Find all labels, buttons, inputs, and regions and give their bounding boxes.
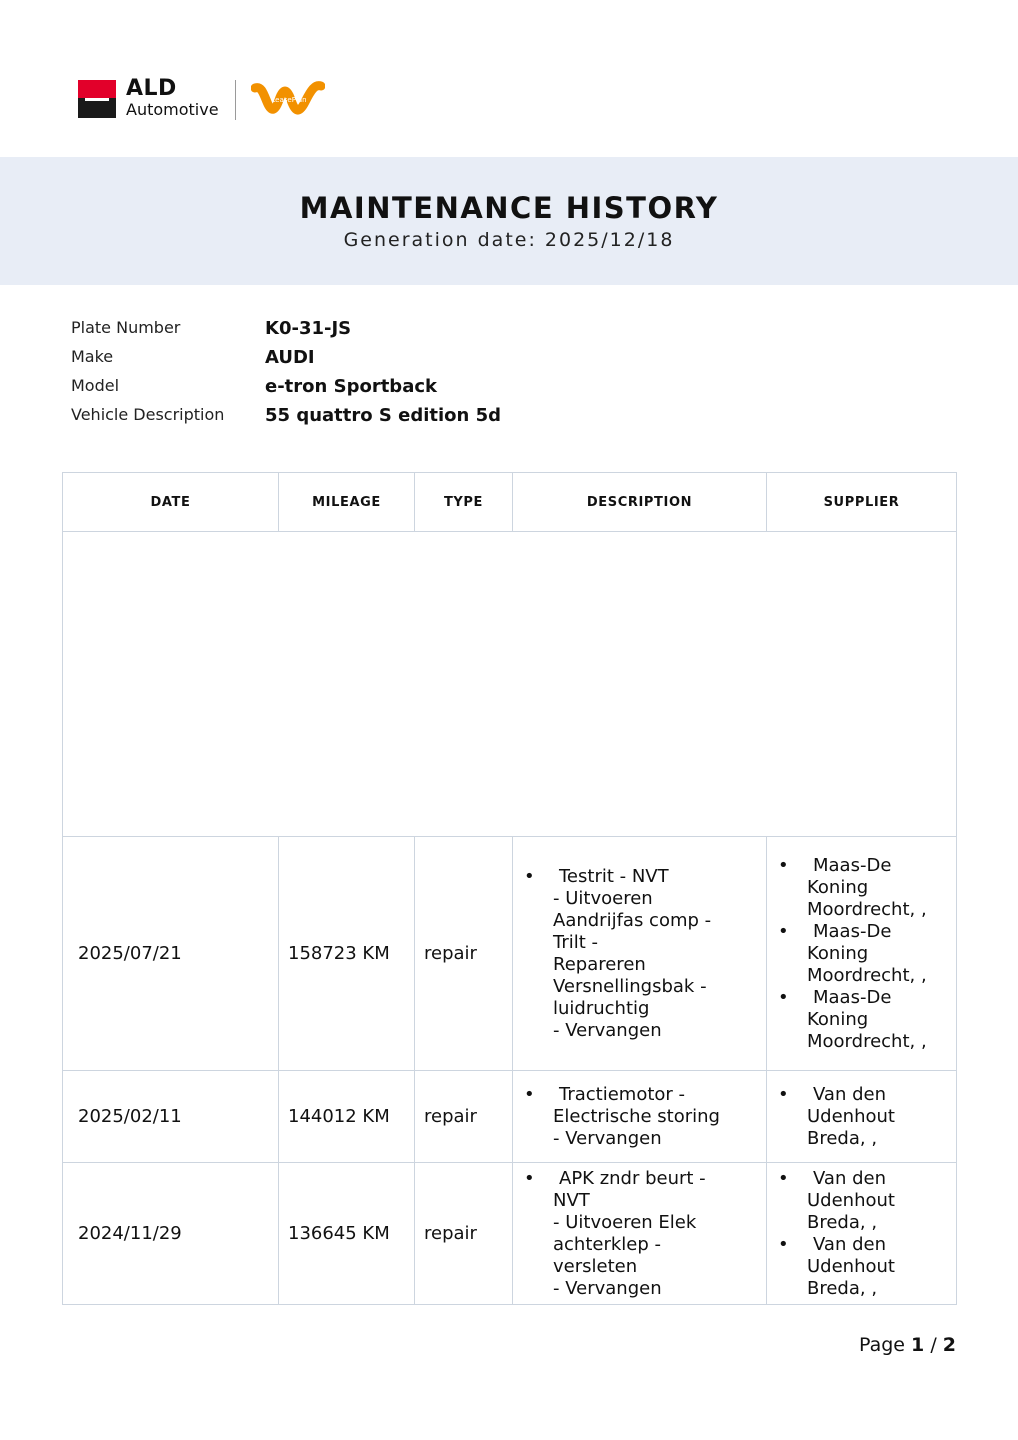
leaseplan-wordmark: LeasePlan — [271, 96, 307, 104]
supplier-list — [767, 1084, 956, 1150]
supplier-line: Breda, , — [807, 1211, 878, 1233]
date-cell: 2025/07/21 — [63, 837, 279, 1071]
supplier-item — [807, 921, 946, 987]
title-banner — [0, 157, 1018, 285]
description-line: Repareren — [553, 953, 646, 975]
table-row — [63, 1163, 957, 1305]
blank-cell — [63, 532, 957, 837]
col-date-header: DATE — [63, 473, 279, 532]
supplier-list — [767, 855, 956, 1053]
description-line: luidruchtig — [553, 997, 650, 1019]
description-cell — [513, 837, 767, 1071]
description-line: - Uitvoeren — [553, 887, 653, 909]
description-line: achterklep - — [553, 1233, 662, 1255]
supplier-line: Udenhout — [807, 1189, 895, 1211]
supplier-cell — [767, 1163, 957, 1305]
mileage-cell: 144012 KM — [279, 1071, 415, 1163]
supplier-item — [807, 855, 946, 921]
description-cell — [513, 1163, 767, 1305]
description-item — [553, 866, 752, 1042]
supplier-cell — [767, 837, 957, 1071]
description-line: Aandrijfas comp - — [553, 909, 712, 931]
supplier-line: Udenhout — [807, 1255, 895, 1277]
date-cell: 2025/02/11 — [63, 1071, 279, 1163]
supplier-line: • Maas-De — [813, 854, 892, 876]
generation-date: Generation date: 2025/12/18 — [343, 229, 675, 251]
description-line: - Vervangen — [553, 1127, 662, 1149]
maintenance-table — [62, 472, 957, 1305]
brand-logos — [78, 78, 338, 122]
supplier-line: Moordrecht, , — [807, 1030, 927, 1052]
ald-logo-icon — [78, 80, 116, 118]
supplier-item — [807, 1168, 946, 1234]
mileage-cell: 136645 KM — [279, 1163, 415, 1305]
description-line: Electrische storing — [553, 1105, 720, 1127]
description-line: Trilt - — [553, 931, 599, 953]
supplier-line: • Maas-De — [813, 920, 892, 942]
description-list — [513, 1168, 766, 1300]
table-header-row — [63, 473, 957, 532]
description-line: - Uitvoeren Elek — [553, 1211, 697, 1233]
col-supplier-header: SUPPLIER — [767, 473, 957, 532]
supplier-line: Udenhout — [807, 1105, 895, 1127]
supplier-line: • Van den — [813, 1233, 886, 1255]
type-cell: repair — [415, 1163, 513, 1305]
blank-row — [63, 532, 957, 837]
supplier-line: • Van den — [813, 1167, 886, 1189]
col-mileage-header: MILEAGE — [279, 473, 415, 532]
table-row — [63, 837, 957, 1071]
table-row — [63, 1071, 957, 1163]
supplier-cell — [767, 1071, 957, 1163]
description-line: • Testrit - NVT — [559, 865, 669, 887]
description-line: versleten — [553, 1255, 638, 1277]
type-cell: repair — [415, 1071, 513, 1163]
supplier-line: Koning — [807, 1008, 869, 1030]
supplier-list — [767, 1168, 956, 1300]
description-line: - Vervangen — [553, 1019, 662, 1041]
date-cell: 2024/11/29 — [63, 1163, 279, 1305]
supplier-line: • Van den — [813, 1083, 886, 1105]
description-line: - Vervangen — [553, 1277, 662, 1299]
supplier-line: Moordrecht, , — [807, 964, 927, 986]
supplier-line: • Maas-De — [813, 986, 892, 1008]
supplier-line: Breda, , — [807, 1127, 878, 1149]
supplier-item — [807, 1084, 946, 1150]
mileage-cell: 158723 KM — [279, 837, 415, 1071]
type-cell: repair — [415, 837, 513, 1071]
ald-wordmark: ALD Automotive — [126, 76, 219, 119]
supplier-item — [807, 987, 946, 1053]
leaseplan-logo-icon — [251, 78, 325, 122]
page-title: MAINTENANCE HISTORY — [299, 191, 719, 225]
supplier-line: Koning — [807, 942, 869, 964]
supplier-line: Moordrecht, , — [807, 898, 927, 920]
supplier-line: Breda, , — [807, 1277, 878, 1299]
description-item — [553, 1084, 752, 1150]
description-cell — [513, 1071, 767, 1163]
description-list — [513, 866, 766, 1042]
description-list — [513, 1084, 766, 1150]
description-line: • Tractiemotor - — [559, 1083, 686, 1105]
page-indicator: Page 1 / 2 — [858, 1334, 956, 1356]
description-item — [553, 1168, 752, 1300]
description-line: NVT — [553, 1189, 590, 1211]
description-line: • APK zndr beurt - — [559, 1167, 706, 1189]
description-line: Versnellingsbak - — [553, 975, 707, 997]
logo-divider — [235, 80, 236, 120]
col-type-header: TYPE — [415, 473, 513, 532]
supplier-item — [807, 1234, 946, 1300]
supplier-line: Koning — [807, 876, 869, 898]
col-description-header: DESCRIPTION — [513, 473, 767, 532]
